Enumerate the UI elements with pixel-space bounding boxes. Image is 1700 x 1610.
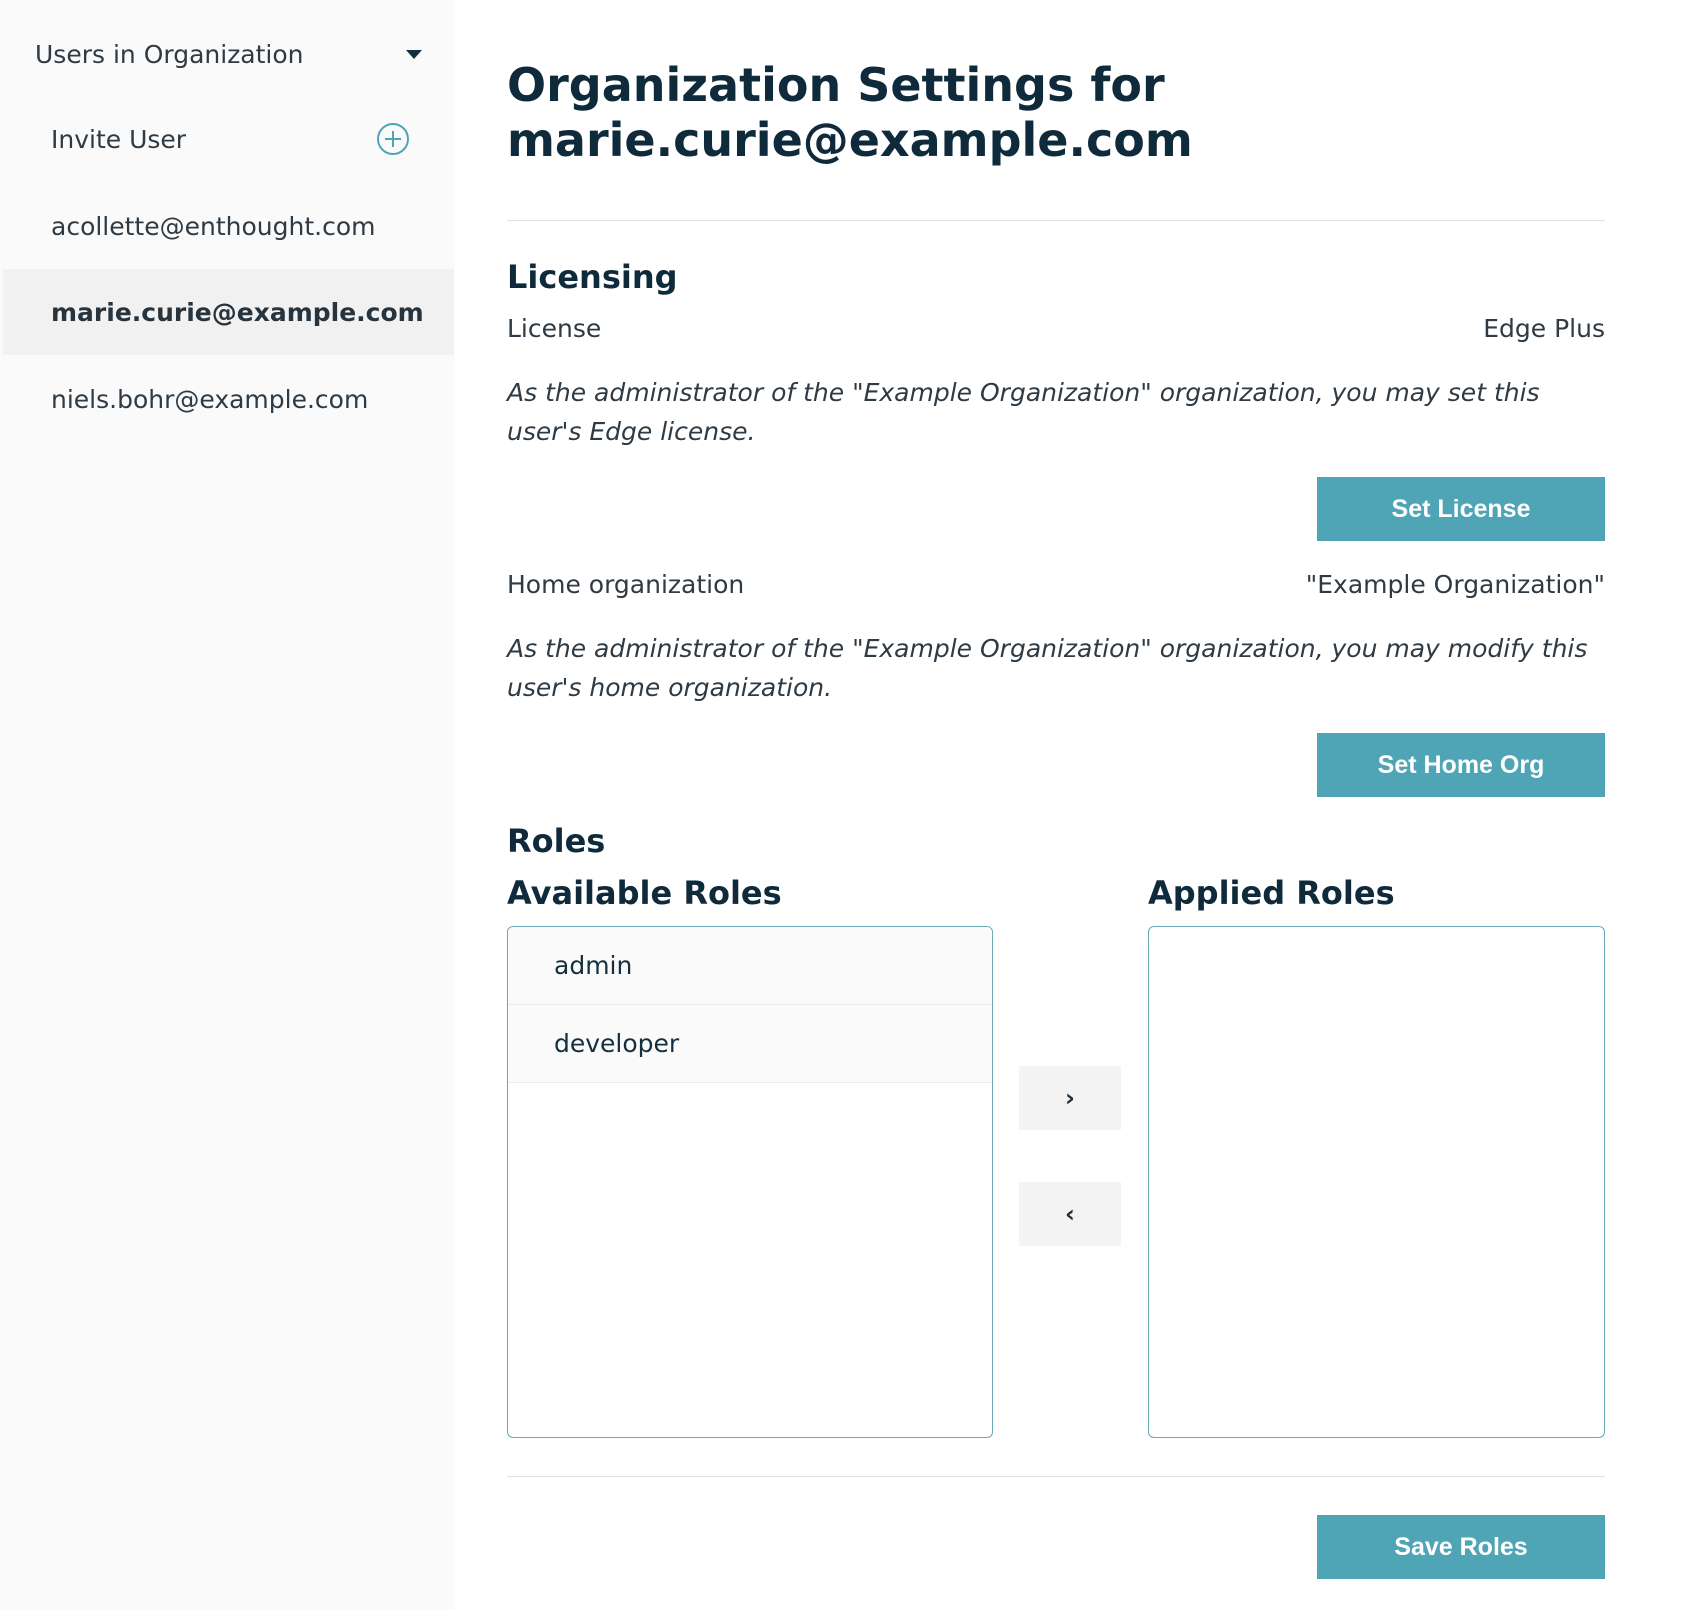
home-org-row <box>507 570 1605 599</box>
plus-circle-icon[interactable] <box>376 122 410 156</box>
home-org-note: As the administrator of the "Example Organization" organization, you may modify this user's home organization. <box>507 634 1588 702</box>
caret-down-icon <box>406 50 422 59</box>
license-row <box>507 314 1605 343</box>
divider <box>507 220 1605 221</box>
page-title: Organization Settings for marie.curie@example.com <box>507 58 1193 167</box>
sidebar-user-label: marie.curie@example.com <box>51 297 424 327</box>
users-dropdown-label: Users in Organization <box>35 39 304 69</box>
sidebar-user-item[interactable] <box>3 183 454 269</box>
roles-heading: Roles <box>507 822 606 860</box>
license-label: License <box>507 314 602 343</box>
invite-user-label: Invite User <box>51 124 187 154</box>
sidebar-user-label: acollette@enthought.com <box>51 211 376 241</box>
applied-roles-list[interactable] <box>1148 926 1605 1438</box>
role-item[interactable]: developer <box>508 1005 992 1083</box>
set-home-org-button[interactable]: Set Home Org <box>1317 733 1605 797</box>
license-note: As the administrator of the "Example Organization" organization, you may set this user's Edge license. <box>507 378 1540 446</box>
license-value: Edge Plus <box>1483 314 1605 343</box>
available-roles-heading: Available Roles <box>507 874 782 912</box>
licensing-heading: Licensing <box>507 258 678 296</box>
save-roles-button[interactable]: Save Roles <box>1317 1515 1605 1579</box>
sidebar-user-item[interactable] <box>3 356 454 442</box>
sidebar-user-item-selected[interactable] <box>3 269 454 355</box>
applied-roles-heading: Applied Roles <box>1148 874 1395 912</box>
home-org-value: "Example Organization" <box>1305 570 1605 599</box>
divider <box>507 1476 1605 1477</box>
invite-user-item[interactable] <box>3 96 454 182</box>
set-license-button[interactable]: Set License <box>1317 477 1605 541</box>
users-dropdown[interactable] <box>35 36 425 72</box>
home-org-label: Home organization <box>507 570 745 599</box>
add-role-button[interactable]: › <box>1019 1066 1121 1130</box>
remove-role-button[interactable]: ‹ <box>1019 1182 1121 1246</box>
sidebar-user-label: niels.bohr@example.com <box>51 384 369 414</box>
sidebar <box>0 0 454 1610</box>
role-item[interactable]: admin <box>508 927 992 1005</box>
available-roles-list[interactable] <box>507 926 993 1438</box>
